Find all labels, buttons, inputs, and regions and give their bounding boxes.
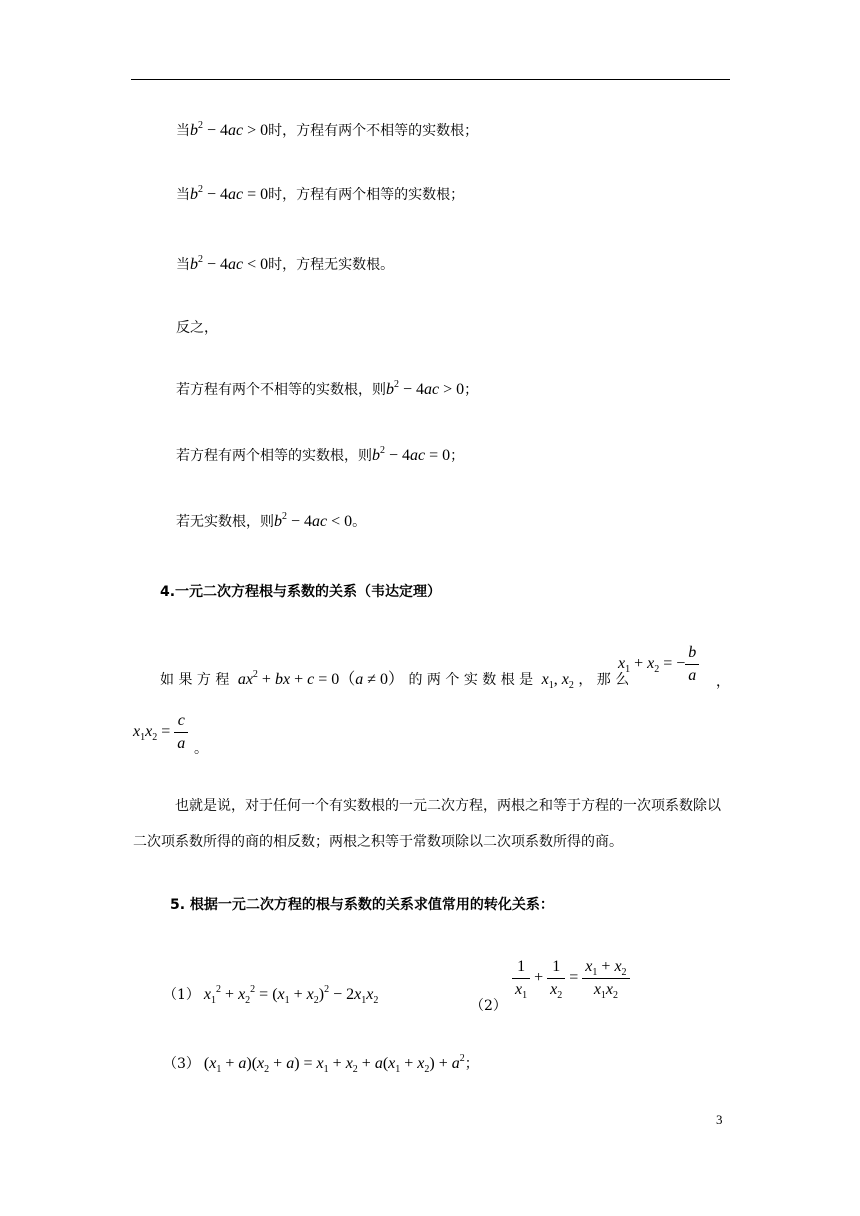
vieta-statement-line: 如 果 方 程 $ax^2$ + bx + c = 0（a ≠ 0） 的 两 个 实 数 根 是 $x_1$, $x_2$ ， 那 么 (160, 669, 630, 691)
comma: ， (716, 674, 730, 690)
page-number: 3 (716, 1112, 723, 1127)
text: 时，方程有两个相等的实数根； (268, 187, 465, 203)
converse-label: 反之， (176, 320, 218, 336)
discriminant-formula: $b^2 - 4ac < 0$ (190, 254, 269, 273)
text: 时，方程无实数根。 (268, 257, 395, 273)
explanation-paragraph: 也就是说，对于任何一个有实数根的一元二次方程，两根之和等于方程的一次项系数除以二次项系数所得的商的相反数；两根之积等于常数项除以二次项系数所得的商。 (133, 798, 721, 850)
identity-3: （3） $(x_1 + a)(x_2 + a) = x_1 + x_2 + a(x_1 + x_2) + a^2$； (163, 1053, 479, 1075)
converse-line-3: 若无实数根，则$b^2 - 4ac < 0$。 (176, 511, 367, 530)
discriminant-formula: $b^2 - 4ac > 0$ (190, 120, 269, 139)
discriminant-formula: $b^2 - 4ac > 0$ (386, 379, 465, 398)
roots: $x_1$, $x_2$ (541, 671, 574, 691)
period: 。 (194, 741, 208, 757)
discriminant-formula: $b^2 - 4ac = 0$ (372, 445, 451, 464)
quadratic-equation: $ax^2$ + bx + c = 0（a ≠ 0） (237, 669, 405, 688)
product-of-roots-formula: $x_1x_2$ = $\frac{c}{a}$ (133, 712, 188, 753)
text: 当 (176, 187, 190, 203)
condition-line-3 (176, 255, 394, 277)
condition-line-1 (176, 121, 478, 143)
condition-line-2 (176, 185, 464, 207)
identity-2: （2） $\frac{1}{x_1}$ + $\frac{1}{x_2}$ = $\frac{x_1 + x_2}{x_1x_2}$ (470, 958, 630, 999)
converse-line-1: 若方程有两个不相等的实数根，则$b^2 - 4ac > 0$； (176, 379, 479, 398)
discriminant-formula: $b^2 - 4ac = 0$ (190, 184, 269, 203)
section-4-heading: 4.一元二次方程根与系数的关系（韦达定理） (160, 584, 442, 600)
text: 当 (176, 257, 190, 273)
converse-line-2: 若方程有两个相等的实数根，则$b^2 - 4ac = 0$； (176, 445, 465, 464)
text: 当 (176, 123, 190, 139)
text: 时，方程有两个不相等的实数根； (268, 123, 479, 139)
header-rule (131, 79, 730, 80)
identity-1: （1） $x_1^2 + x_2^2 = (x_1 + x_2)^2 - 2x_1x_2$ (163, 984, 379, 1006)
section-5-heading: 5. 根据一元二次方程的根与系数的关系求值常用的转化关系： (170, 897, 554, 913)
sum-of-roots-formula: $x_1 + x_2$ = − $\frac{b}{a}$ (618, 644, 699, 685)
discriminant-formula: $b^2 - 4ac < 0$ (274, 511, 353, 530)
